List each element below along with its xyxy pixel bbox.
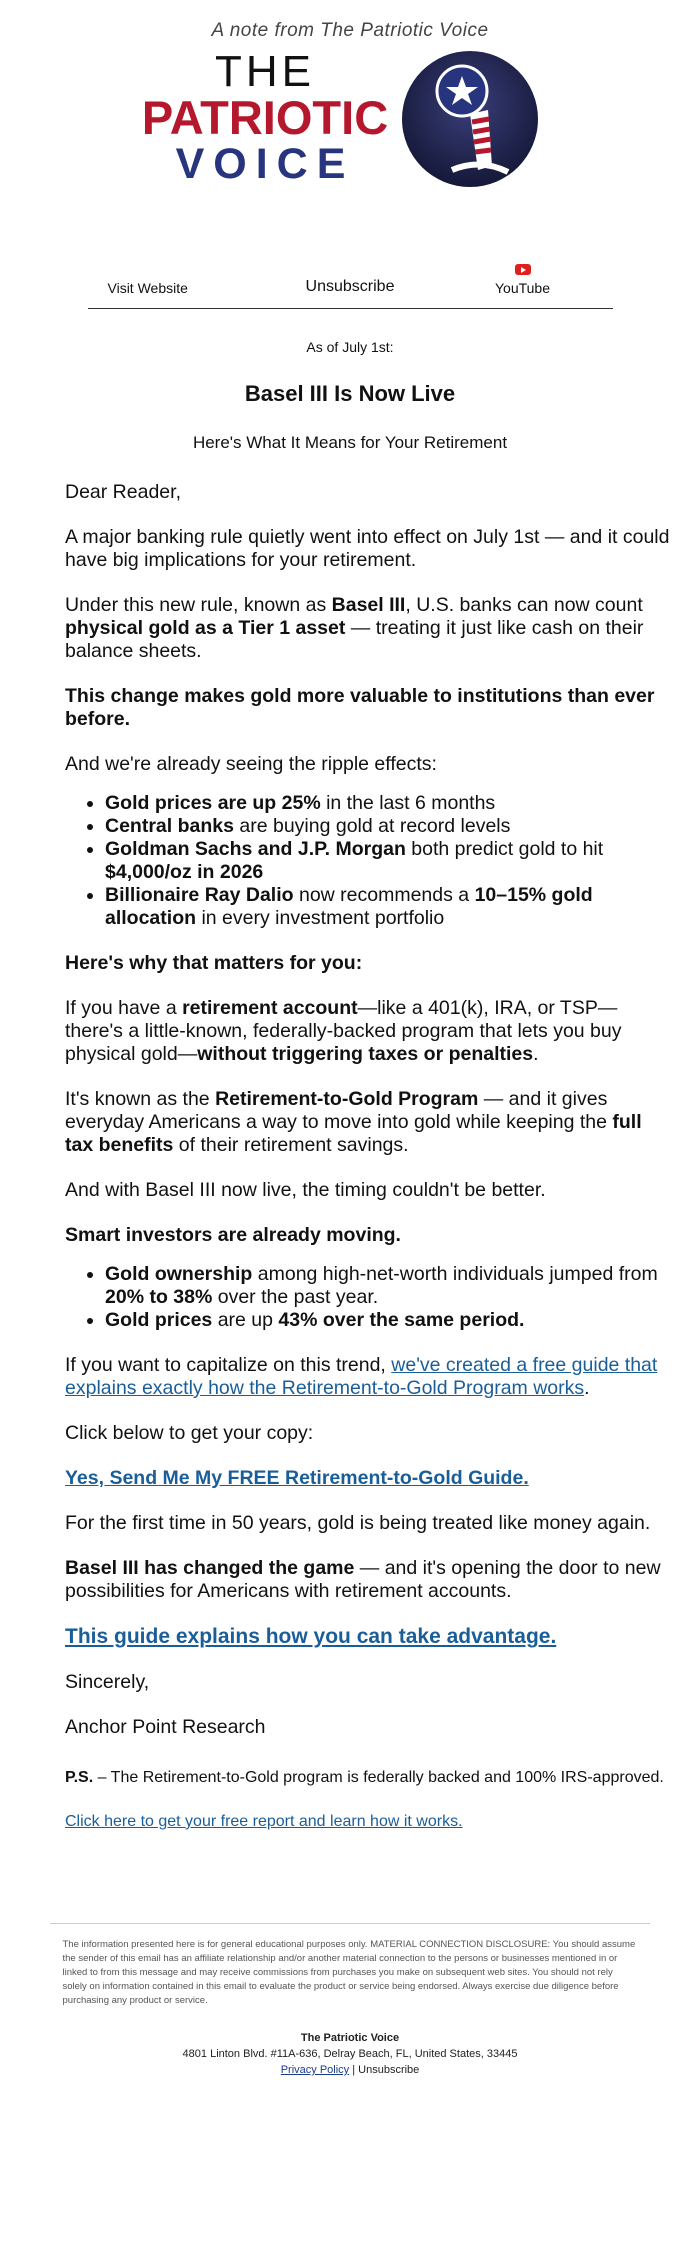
patriotic-voice-logo[interactable] xyxy=(140,46,560,196)
footer-address-block xyxy=(0,2030,700,2078)
cta-1-wrap xyxy=(65,1467,675,1490)
logo-text-the: THE xyxy=(215,47,315,96)
list-item: • Goldman Sachs and J.P. Morgan both predict gold to hit $4,000/oz in 2026 xyxy=(105,838,675,884)
paragraph-3: This change makes gold more valuable to institutions than ever before. xyxy=(65,685,655,730)
microphone-icon xyxy=(402,51,538,187)
email-header xyxy=(50,20,650,196)
ripple-effects-list xyxy=(65,792,675,930)
youtube-label: YouTube xyxy=(494,280,550,296)
ps-text: P.S. – The Retirement-to-Gold program is federally backed and 100% IRS-approved. xyxy=(65,1769,664,1786)
header-tagline: A note from The Patriotic Voice xyxy=(211,20,489,41)
top-nav xyxy=(88,264,613,309)
logo-text-patriotic: PATRIOTIC xyxy=(141,91,389,144)
smart-heading: Smart investors are already moving. xyxy=(65,1224,401,1246)
greeting: Dear Reader, xyxy=(65,481,181,503)
paragraph-5: If you have a retirement account—like a 401(k), IRA, or TSP—there's a little-known, federally-backed program that lets you buy physical gold—without triggering taxes or penalties. xyxy=(65,997,622,1065)
why-heading: Here's why that matters for you: xyxy=(65,952,363,974)
footer-links: Privacy Policy | Unsubscribe xyxy=(280,2064,420,2076)
footer-company: The Patriotic Voice xyxy=(300,2032,400,2044)
youtube-icon xyxy=(515,264,531,275)
youtube-link[interactable] xyxy=(453,264,593,296)
list-item: • Gold prices are up 25% in the last 6 months xyxy=(105,792,675,815)
list-item: • Gold prices are up 43% over the same period. xyxy=(105,1309,675,1332)
paragraph-7: And with Basel III now live, the timing couldn't be better. xyxy=(65,1179,546,1201)
footer-divider xyxy=(50,1923,650,1924)
unsubscribe-link[interactable]: Unsubscribe xyxy=(305,278,395,295)
privacy-policy-link[interactable]: Privacy Policy xyxy=(280,2064,350,2076)
free-report-link[interactable]: Click here to get your free report and learn how it works. xyxy=(65,1813,463,1830)
signature: Anchor Point Research xyxy=(65,1716,266,1738)
paragraph-10: For the first time in 50 years, gold is being treated like money again. xyxy=(65,1512,651,1534)
smart-investors-list xyxy=(65,1263,675,1332)
paragraph-6: It's known as the Retirement-to-Gold Program — and it gives everyday Americans a way to move into gold while keeping the full tax benefits of their retirement savings. xyxy=(65,1088,642,1156)
take-advantage-cta-link[interactable]: This guide explains how you can take advantage. xyxy=(65,1625,557,1648)
logo-text-voice: VOICE xyxy=(175,140,355,188)
cta-2-wrap xyxy=(65,1625,675,1649)
paragraph-11: Basel III has changed the game — and it's opening the door to new possibilities for Americans with retirement accounts. xyxy=(65,1557,661,1602)
paragraph-8: If you want to capitalize on this trend, we've created a free guide that explains exactly how the Retirement-to-Gold Program works. xyxy=(65,1354,658,1399)
free-guide-link[interactable]: we've created a free guide that explains exactly how the Retirement-to-Gold Program works xyxy=(65,1354,658,1399)
ps-link-wrap xyxy=(65,1811,675,1833)
headline: Basel III Is Now Live xyxy=(244,381,456,406)
list-item: • Gold ownership among high-net-worth individuals jumped from 20% to 38% over the past year. xyxy=(105,1263,675,1309)
visit-website-link[interactable]: Visit Website xyxy=(107,280,188,296)
paragraph-9: Click below to get your copy: xyxy=(65,1422,314,1444)
as-of-date: As of July 1st: xyxy=(306,339,394,355)
sign-off: Sincerely, xyxy=(65,1671,150,1693)
subheadline: Here's What It Means for Your Retirement xyxy=(192,433,508,452)
send-guide-cta-link[interactable]: Yes, Send Me My FREE Retirement-to-Gold Guide. xyxy=(65,1467,529,1489)
list-item: • Billionaire Ray Dalio now recommends a 10–15% gold allocation in every investment portfolio xyxy=(105,884,675,930)
footer-address: 4801 Linton Blvd. #11A-636, Delray Beach, FL, United States, 33445 xyxy=(182,2048,518,2060)
paragraph-1: A major banking rule quietly went into effect on July 1st — and it could have big implications for your retirement. xyxy=(65,526,670,571)
disclaimer: The information presented here is for general educational purposes only. MATERIAL CONNECTION DISCLOSURE: You should assume the sender of this email has an affiliate relationship and/or another material connection to the persons or businesses mentioned in or linked to from this message and may receive commissions from purchases you make on subsequent web sites. You should not rely solely on information contained in this email to evaluate the product or service being endorsed. Always exercise due diligence before purchasing any product or service. xyxy=(62,1939,636,2006)
paragraph-4: And we're already seeing the ripple effects: xyxy=(65,753,437,775)
list-item: • Central banks are buying gold at record levels xyxy=(105,815,675,838)
footer-unsubscribe-link[interactable]: Unsubscribe xyxy=(358,2064,420,2076)
paragraph-2: Under this new rule, known as Basel III, U.S. banks can now count physical gold as a Tier 1 asset — treating it just like cash on their balance sheets. xyxy=(65,594,644,662)
email-body xyxy=(0,481,700,1739)
postscript xyxy=(0,1767,700,1833)
